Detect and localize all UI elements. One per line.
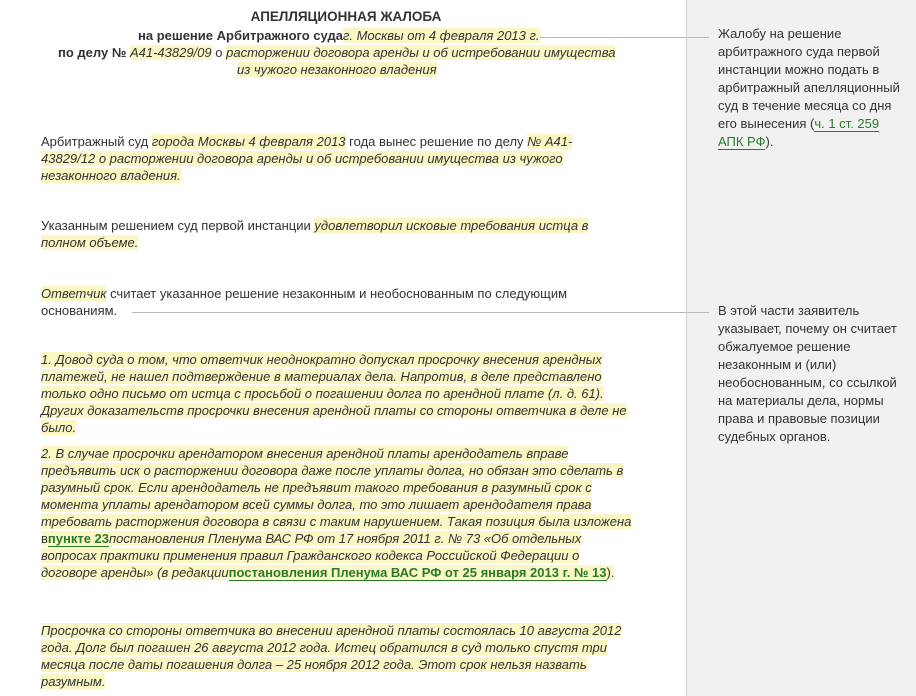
p5-resolution-text: постановления Пленума ВАС РФ от 17 ноября 2011 г. № 73 «Об отдельных вопросах практики применения правил Гражданского кодекса Российской Федерации о договоре аренды» (в редакции xyxy=(41,531,582,580)
header-case-number: А41-43829/09 xyxy=(129,45,212,60)
p4-text: 1. Довод суда о том, что ответчик неоднократно допускал просрочку внесения арендных платежей, не нашел подтверждение в материалах дела. Напротив, в деле представлено только одно письмо от истца с просьбой о погашении долга по арендной плате (л. д. 61). Других доказательств просрочки внесения арендной платы со стороны ответчика в деле не было. xyxy=(41,352,627,435)
p1-mid: года вынес решение по делу xyxy=(349,134,524,149)
p6-text: Просрочка со стороны ответчика во внесении арендной платы состоялась 10 августа 2012 года. Долг был погашен 26 августа 2012 года. Истец обратился в суд только спустя три месяца после даты погашения долга – 25 ноября 2012 года. Этот срок нельзя назвать разумным. xyxy=(41,623,622,689)
sidebar-note-grounds xyxy=(718,302,908,446)
p5-text: 2. В случае просрочки арендатором внесения арендной платы арендодатель вправе предъявить иск о расторжении договора даже после уплаты долга, но обязан это сделать в разумный срок. Если арендодатель не предъявит такого требования в разумный срок с момента уплаты арендатором всей суммы долга, то это лишает арендодателя права требовать расторжения договора в связи с таким нарушением. Такая позиция была изложена xyxy=(41,446,632,529)
p1-case-details: № А41-43829/12 о расторжении договора аренды и об истребовании имущества из чужого незаконного владения. xyxy=(41,134,573,183)
header-line-case xyxy=(58,44,615,61)
p5-link-resolution-13[interactable]: постановления Пленума ВАС РФ от 25 января 2013 г. № 13 xyxy=(228,565,607,580)
p5-link-paragraph-23[interactable]: пункте 23 xyxy=(47,531,110,546)
header-case-prefix: по делу № xyxy=(58,45,127,60)
header-decision-prefix: на решение Арбитражного суда xyxy=(138,28,343,43)
note1-end: ). xyxy=(765,134,774,149)
connector-line-2-side xyxy=(687,312,709,313)
connector-line-1-side xyxy=(687,37,709,38)
note1-text: Жалобу на решение арбитражного суда первой инстанции можно подать в арбитражный апелляционный суд в течение месяца со дня его вынесения ( xyxy=(718,26,900,131)
sidebar-note-deadline xyxy=(718,25,908,151)
p1-prefix: Арбитражный суд xyxy=(41,134,149,149)
note1-law-link[interactable]: ч. 1 ст. 259 АПК РФ xyxy=(718,116,880,149)
p5-close: ). xyxy=(606,565,615,580)
p3-respondent: Ответчик xyxy=(41,286,107,301)
header-court-date: г. Москвы от 4 февраля 2013 г. xyxy=(342,28,540,43)
header-case-o: о xyxy=(215,45,223,60)
paragraph-argument-2 xyxy=(41,445,635,581)
note2-text: В этой части заявитель указывает, почему он считает обжалуемое решение незаконным и (или) необоснованным, со ссылкой на материалы дела, нормы права и правовые позиции судебных органов. xyxy=(718,303,897,444)
paragraph-argument-1 xyxy=(41,351,635,436)
header-line-decision xyxy=(138,27,540,44)
document-title: АПЕЛЛЯЦИОННАЯ ЖАЛОБА xyxy=(250,9,442,24)
p1-court-date: города Москвы 4 февраля 2013 xyxy=(151,134,346,149)
connector-line-2 xyxy=(132,312,686,313)
header-case-subject: расторжении договора аренды и об истребовании имущества xyxy=(226,45,616,60)
header-line-subject-cont xyxy=(237,61,437,78)
p2-prefix: Указанным решением суд первой инстанции xyxy=(41,218,311,233)
paragraph-claims-satisfied xyxy=(41,217,601,251)
paragraph-grounds-intro xyxy=(41,285,601,319)
header-case-subject-cont: из чужого незаконного владения xyxy=(237,62,437,77)
sidebar-notes xyxy=(686,0,916,696)
paragraph-court-decision xyxy=(41,133,589,184)
connector-line-1 xyxy=(540,37,686,38)
paragraph-delay-details xyxy=(41,622,635,690)
p5-in: в xyxy=(41,531,48,546)
p2-claims: удовлетворил исковые требования истца в полном объеме. xyxy=(41,218,589,250)
p3-rest: считает указанное решение незаконным и необоснованным по следующим основаниям. xyxy=(41,286,568,318)
